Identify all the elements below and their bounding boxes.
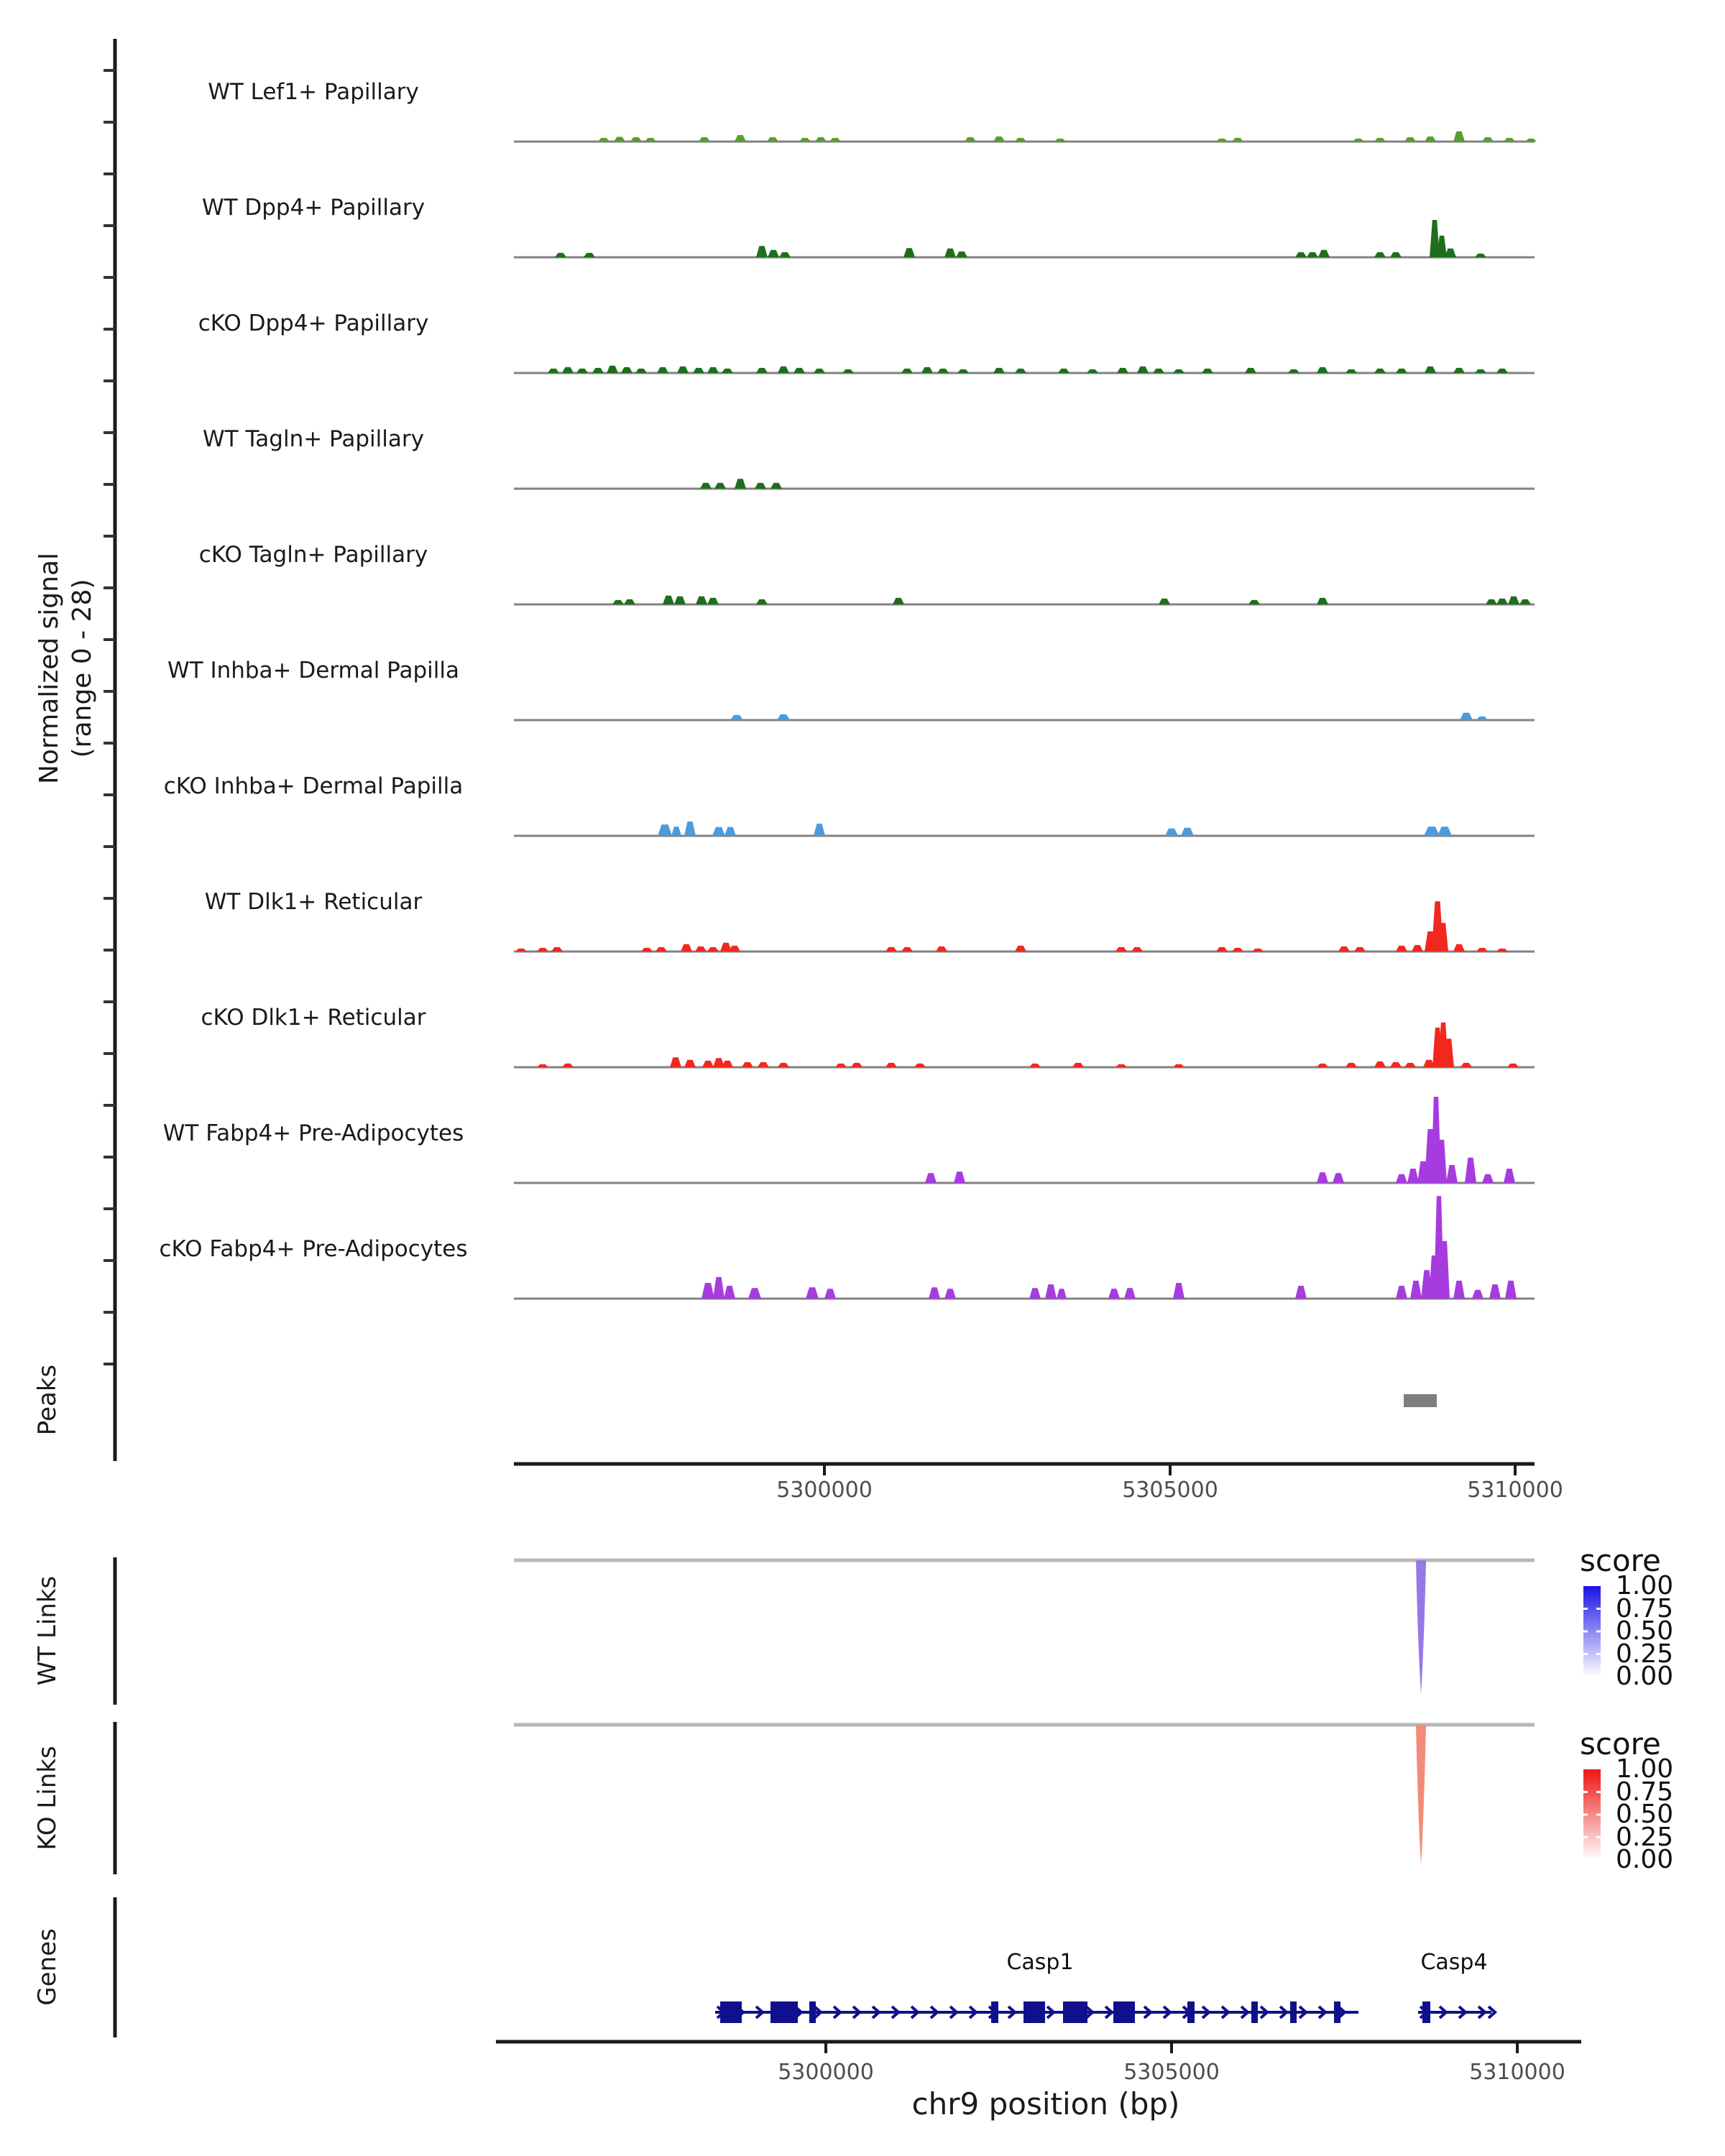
track-label-3: cKO Dpp4+ Papillary <box>198 310 429 336</box>
wt-legend-value: 0.00 <box>1616 1662 1674 1691</box>
signal-track-10 <box>925 1097 1515 1183</box>
signal-track-6 <box>730 713 1488 720</box>
gene-exon <box>1422 2001 1430 2023</box>
gene-exon <box>1187 2001 1195 2023</box>
ko-legend-value: 1.00 <box>1616 1754 1674 1784</box>
gene-exon <box>809 2001 816 2023</box>
track-label-10: WT Fabp4+ Pre-Adipocytes <box>162 1120 464 1146</box>
top-tick-label: 5305000 <box>1122 1478 1218 1503</box>
bottom-tick-label: 5300000 <box>778 2060 874 2085</box>
wt-legend-value: 0.75 <box>1616 1593 1674 1623</box>
ko-link-spike <box>1416 1725 1426 1865</box>
track-label-7: cKO Inhba+ Dermal Papilla <box>163 773 464 799</box>
wt-legend-value: 0.25 <box>1616 1639 1674 1669</box>
wt-legend-value: 0.50 <box>1616 1616 1674 1646</box>
ko-legend-value: 0.00 <box>1616 1845 1674 1874</box>
signal-track-7 <box>658 821 1452 836</box>
peak-box <box>1404 1394 1437 1407</box>
signal-track-2 <box>555 220 1486 257</box>
track-label-1: WT Lef1+ Papillary <box>208 79 419 105</box>
gene-exon <box>1113 2001 1135 2023</box>
gene-exon <box>720 2001 742 2023</box>
signal-track-11 <box>702 1196 1517 1299</box>
ko-legend-title: score <box>1580 1726 1661 1761</box>
top-tick-label: 5310000 <box>1467 1478 1563 1503</box>
x-axis-title: chr9 position (bp) <box>911 2086 1180 2122</box>
gene-name-Casp4: Casp4 <box>1420 1950 1488 1975</box>
gene-exon <box>991 2001 998 2023</box>
wt-legend-value: 1.00 <box>1616 1571 1674 1600</box>
signal-track-5 <box>612 596 1531 604</box>
track-label-9: cKO Dlk1+ Reticular <box>201 1005 426 1031</box>
wt-link-spike <box>1416 1560 1426 1694</box>
signal-track-1 <box>598 132 1537 142</box>
gene-name-Casp1: Casp1 <box>1006 1950 1074 1975</box>
gene-exon <box>1251 2001 1258 2023</box>
track-label-8: WT Dlk1+ Reticular <box>204 889 423 915</box>
bottom-tick-label: 5305000 <box>1123 2060 1220 2085</box>
signal-track-9 <box>537 1023 1519 1067</box>
gene-exon <box>1290 2001 1297 2023</box>
genome-coverage-figure: Normalized signal (range 0 - 28) chr9 position (bp) Peaks WT Links KO Links Genes WT Lef1+ Papillary WT Dpp4+ Papillary cKO Dpp4+ Papillary WT Tagln+ Papillary cKO Tagln+ Papillary WT Inhba+ Dermal Papilla cKO Inhba+ Dermal Papilla WT Dlk1+ Reticular cKO Dlk1+ Reticular WT Fabp4+ Pre-Adipocytes cKO Fabp4+ Pre-Adipocytes 5300000 5305000 5310000 5300000 5305000 5310000 score 1.00 0.75 0.50 0.25 0.00 score 1.00 0.75 0.50 0.25 0.00 Casp1 Casp4 <box>0 0 1725 2156</box>
wt-legend-title: score <box>1580 1543 1661 1578</box>
track-label-4: WT Tagln+ Papillary <box>203 426 424 452</box>
bottom-tick-label: 5310000 <box>1469 2060 1565 2085</box>
signal-track-8 <box>515 901 1508 952</box>
gene-exon <box>1334 2001 1340 2023</box>
track-label-2: WT Dpp4+ Papillary <box>201 195 426 221</box>
gene-exon <box>1024 2001 1045 2023</box>
track-label-6: WT Inhba+ Dermal Papilla <box>167 658 459 683</box>
signal-track-4 <box>700 479 782 489</box>
ko-legend-value: 0.75 <box>1616 1777 1674 1807</box>
gene-exon <box>1063 2001 1087 2023</box>
signal-track-3 <box>548 366 1508 373</box>
top-tick-label: 5300000 <box>776 1478 873 1503</box>
y-axis-label-line2: (range 0 - 28) <box>68 579 97 758</box>
gene-exon <box>770 2001 798 2023</box>
track-label-11: cKO Fabp4+ Pre-Adipocytes <box>159 1236 468 1262</box>
y-axis-label-line1: Normalized signal <box>34 552 64 785</box>
ko-legend-value: 0.50 <box>1616 1800 1674 1829</box>
ko-legend-value: 0.25 <box>1616 1822 1674 1852</box>
track-label-5: cKO Tagln+ Papillary <box>198 542 428 568</box>
